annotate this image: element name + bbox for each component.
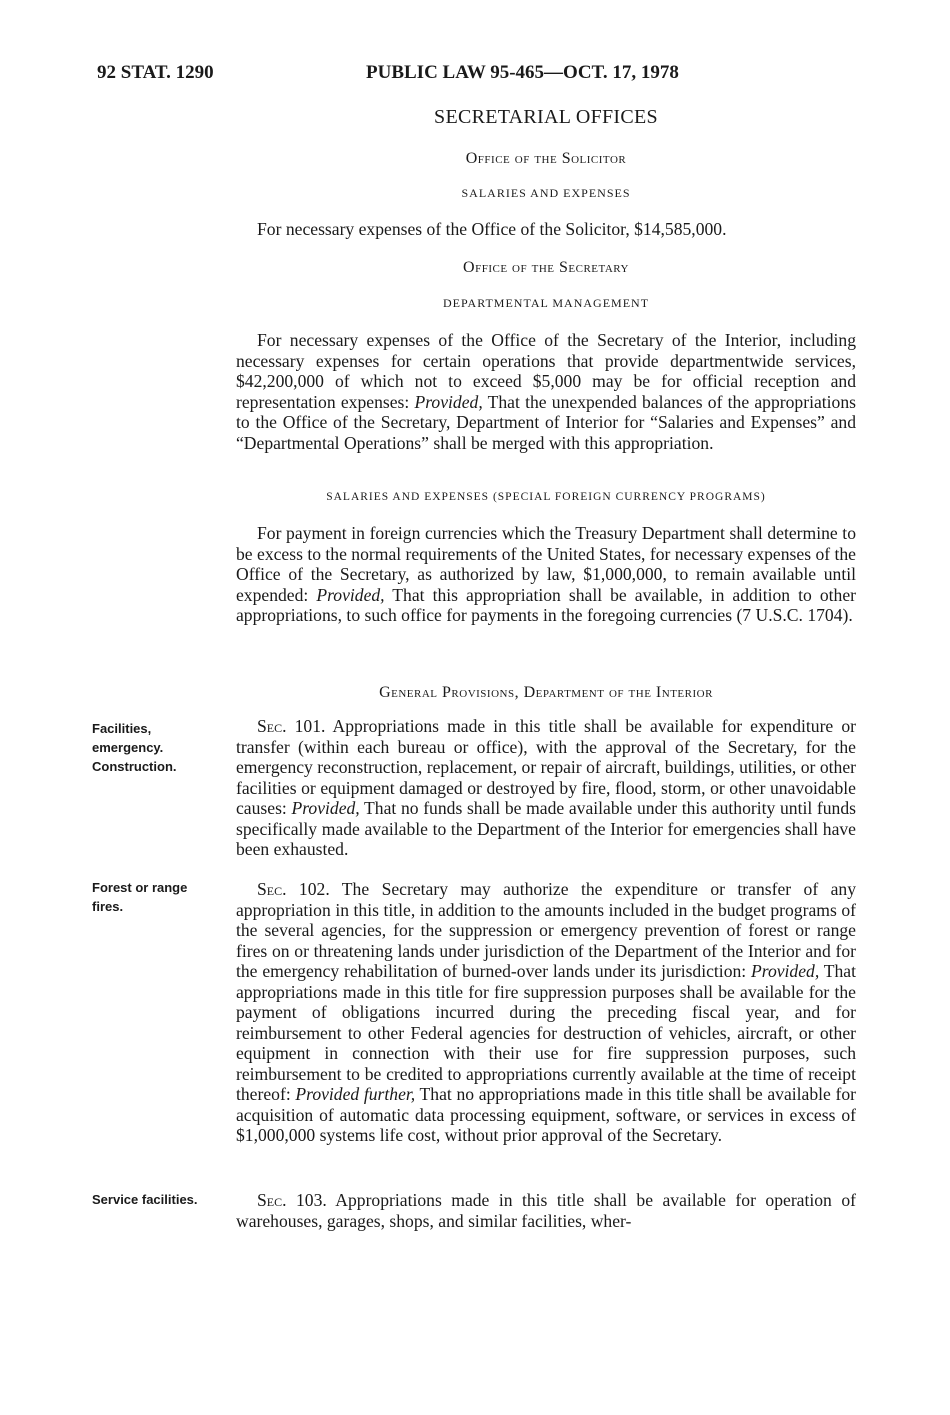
sec-102-provided-further: Provided further, [295, 1084, 416, 1104]
sec-101-label: Sec. 101. [257, 716, 326, 736]
secretary-subheading: DEPARTMENTAL MANAGEMENT [442, 296, 650, 310]
foreign-currency-paragraph [236, 523, 856, 626]
sec-101-provided: Provided, [291, 798, 360, 818]
sec-101-text-b: That no funds shall be made available under this authority until funds specifically made available to the Department of the Interior for emergencies shall have been exhausted. [236, 798, 856, 859]
p2-rest: That this appropriation shall be available, in addition to other appropriations, to such office for payments in the foregoing currencies (7 U.S.C. 1704). [236, 584, 856, 625]
sec-101-text-a: Appropriations made in this title shall be available for expenditure or transfer (within each bureau or office), with the approval of the Secretary, for the emergency reconstruction, replacement, or repair of aircraft, buildings, utilities, or other facilities or equipment damaged or destroyed by fire, flood, storm, or other unavoidable causes: [236, 716, 856, 818]
margin-note-fires: Forest or range fires. [92, 880, 188, 914]
p2-provided: Provided, [316, 584, 385, 605]
general-provisions-heading: General Provisions, Department of the Interior [379, 684, 713, 701]
secretary-office-heading: Office of the Secretary [463, 259, 629, 276]
p1-rest: That the unexpended balances of the appropriations to the Office of the Secretary, Department of Interior for “Salaries and Expenses” and “Departmental Operations” shall be merged with this appropriation. [236, 391, 856, 453]
p1-provided: Provided, [414, 391, 483, 412]
sec-103-label: Sec. 103. [257, 1190, 327, 1210]
sec-102-provided: Provided, [751, 961, 820, 981]
solicitor-paragraph: For necessary expenses of the Office of the Solicitor, $14,585,000. [257, 219, 727, 239]
section-101 [236, 716, 856, 860]
sec-102-label: Sec. 102. [257, 879, 330, 899]
p1-text: For necessary expenses of the Office of the Secretary of the Interior, including necessary expenses for certain operations that provide departmentwide services, $42,200,000 of which not to exceed $5,000 may be for official reception and representation expenses: [236, 330, 856, 412]
secretary-paragraph [236, 330, 856, 453]
sec-102-text-b: That appropriations made in this title for fire suppression purposes shall be available for the payment of obligations incurred during the preceding fiscal year, and for reimbursement to other Federal agencies for destruction of vehicles, aircraft, or other equipment in connection with their use for fire suppression purposes, such reimbursement to be credited to appropriations currently available at the time of receipt thereof: [236, 961, 856, 1104]
sec-102-text-c: That no appropriations made in this title shall be available for acquisition of automatic data processing equipment, software, or services in excess of $1,000,000 systems life cost, without prior approval of the Secretary. [236, 1084, 857, 1145]
solicitor-subheading: SALARIES AND EXPENSES [461, 186, 631, 200]
running-header: PUBLIC LAW 95-465—OCT. 17, 1978 [366, 62, 679, 83]
foreign-currency-subheading: SALARIES AND EXPENSES (SPECIAL FOREIGN CURRENCY PROGRAMS) [326, 491, 766, 503]
section-title: SECRETARIAL OFFICES [434, 106, 658, 128]
section-102 [236, 879, 856, 1146]
margin-note-service: Service facilities. [92, 1192, 198, 1207]
sec-102-text-a: The Secretary may authorize the expenditure or transfer of any appropriation in this title, in addition to the amounts included in the budget programs of the several agencies, for the suppression or emergency prevention of forest or range fires on or threatening lands under jurisdiction of the Department of the Interior and for the emergency rehabilitation of burned-over lands under its jurisdiction: [236, 879, 856, 981]
margin-note-facilities: Facilities, emergency. Construction. [92, 721, 177, 774]
stat-page-number: 92 STAT. 1290 [97, 62, 214, 83]
solicitor-office-heading: Office of the Solicitor [465, 150, 627, 167]
p2-text: For payment in foreign currencies which the Treasury Department shall determine to be excess to the normal requirements of the United States, for necessary expenses of the Office of the Secretary, as authorized by law, $1,000,000, to remain available until expended: [236, 523, 856, 605]
sec-103-text-a: Appropriations made in this title shall be available for operation of warehouses, garages, shops, and similar facilities, wher- [236, 1190, 856, 1231]
section-103 [236, 1190, 856, 1231]
